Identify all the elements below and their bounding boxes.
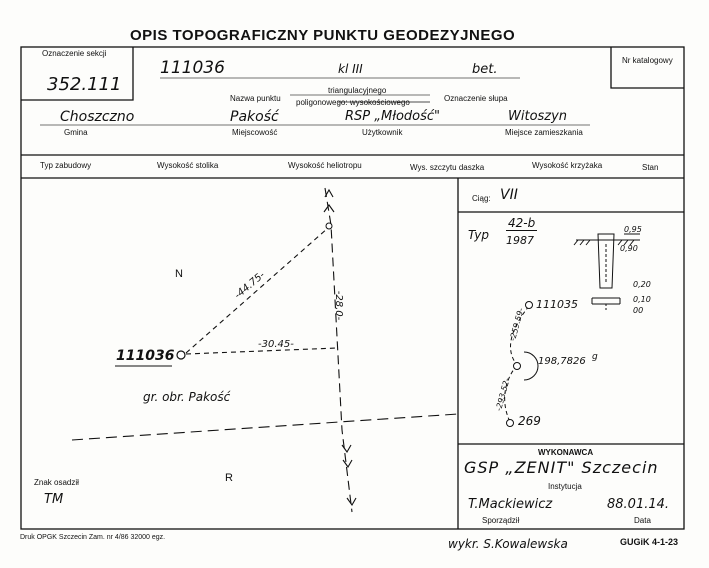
- r-label: R: [225, 472, 233, 484]
- prepared-label: Sporządził: [482, 516, 520, 525]
- typ-value: 42-b: [508, 216, 536, 230]
- angle-value: 198,7826: [538, 356, 586, 367]
- col-cross-height: Wysokość krzyżaka: [532, 161, 603, 170]
- depth-090: 0,90: [620, 244, 638, 253]
- depth-020: 0,20: [633, 280, 651, 289]
- form-code: GUGiK 4-1-23: [620, 537, 679, 547]
- col-table-height: Wysokość stolika: [157, 161, 219, 170]
- print-info: Druk OPGK Szczecin Zam. nr 4/86 32000 egz.: [20, 534, 166, 541]
- col-status: Stan: [642, 163, 659, 172]
- point-name-label: Nazwa punktu: [230, 94, 281, 103]
- institution-label: Instytucja: [548, 482, 582, 491]
- section-value: 352.111: [47, 74, 122, 95]
- typ-label: Typ: [468, 228, 490, 242]
- upper-point-label: 111035: [536, 298, 578, 311]
- sketch-point-label: 111036: [116, 348, 175, 364]
- marker-label: Znak osadził: [34, 478, 79, 487]
- col-heliotrope-height: Wysokość heliotropu: [288, 161, 362, 170]
- col-roof-height: Wys. szczytu daszka: [410, 163, 485, 172]
- depth-010: 0,10: [633, 295, 651, 304]
- user-value: RSP „Młodość": [345, 109, 440, 124]
- distance-28-0: -28.0-: [333, 290, 345, 321]
- depth-095: 0,95: [624, 225, 642, 234]
- point-class: kl III: [338, 62, 363, 76]
- ciag-label: Ciąg:: [472, 194, 491, 203]
- angle-unit: g: [592, 352, 598, 362]
- date-value: 88.01.14.: [607, 497, 670, 512]
- ciag-value: VII: [500, 187, 518, 203]
- locality-value: Pakość: [230, 109, 279, 125]
- date-label: Data: [634, 516, 651, 525]
- locality-label: Miejscowość: [232, 128, 278, 137]
- polygon-label: poligonowego: wysokościowego: [296, 98, 410, 107]
- typ-year: 1987: [506, 234, 534, 247]
- gmina-label: Gmina: [64, 128, 88, 137]
- prepared-value: T.Mackiewicz: [468, 497, 553, 512]
- point-number: 111036: [160, 58, 225, 78]
- triangulation-label: triangulacyjnego: [328, 86, 387, 95]
- drawn-by: wykr. S.Kowalewska: [448, 537, 568, 551]
- catalog-label: Nr katalogowy: [622, 56, 673, 65]
- section-label: Oznaczenie sekcji: [42, 49, 107, 58]
- post-marking: bet.: [472, 62, 498, 77]
- executor-header: WYKONAWCA: [538, 448, 594, 457]
- residence-value: Witoszyn: [508, 109, 568, 124]
- gmina-value: Choszczno: [60, 109, 135, 125]
- user-label: Użytkownik: [362, 128, 403, 137]
- distance-30-45: -30.45-: [258, 339, 294, 350]
- distance-44-75: -44.75-: [232, 269, 268, 302]
- area-label: gr. obr. Pakość: [143, 390, 231, 404]
- north-label: N: [175, 268, 183, 280]
- marker-value: TM: [44, 492, 64, 507]
- depth-00: 00: [633, 306, 644, 315]
- lower-point-label: 269: [518, 414, 541, 428]
- distance-259-59: -259.59-: [508, 307, 526, 342]
- residence-label: Miejsce zamieszkania: [505, 128, 583, 137]
- col-build-type: Typ zabudowy: [40, 161, 92, 170]
- form-title: OPIS TOPOGRAFICZNY PUNKTU GEODEZYJNEGO: [130, 27, 516, 44]
- post-marking-label: Oznaczenie słupa: [444, 94, 508, 103]
- institution-value: GSP „ZENIT" Szczecin: [464, 458, 659, 477]
- distance-293-52: -293.52-: [494, 377, 512, 412]
